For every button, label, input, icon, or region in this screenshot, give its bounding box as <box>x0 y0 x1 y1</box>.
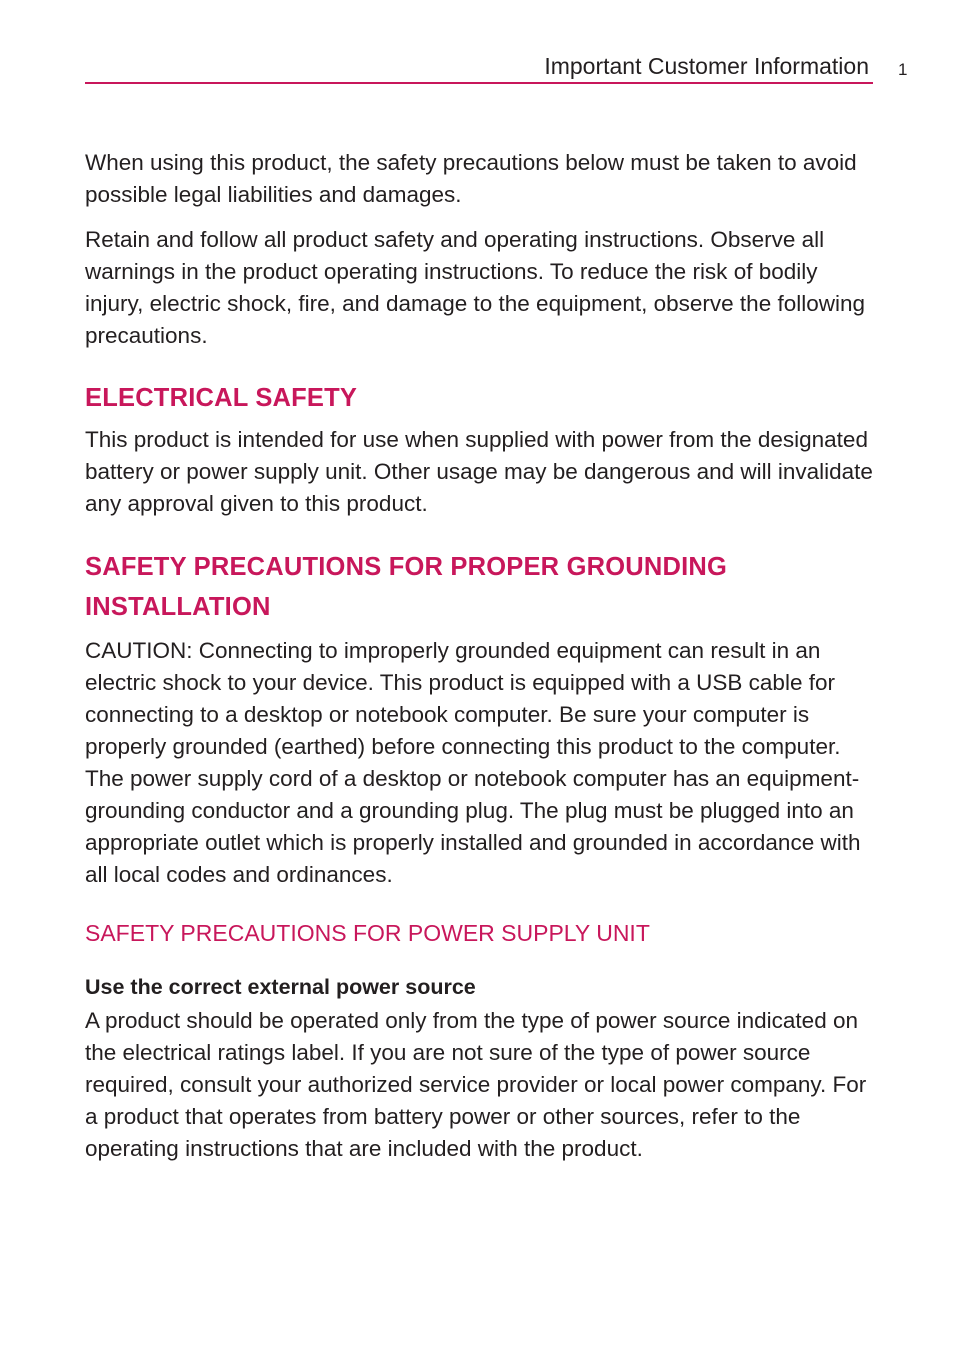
power-supply-heading: SAFETY PRECAUTIONS FOR POWER SUPPLY UNIT <box>85 920 650 946</box>
header-title: Important Customer Information <box>544 53 869 79</box>
page-number: 1 <box>898 60 908 79</box>
grounding-heading: SAFETY PRECAUTIONS FOR PROPER GROUNDING INSTALLATION <box>85 553 728 621</box>
power-supply-subheading: Use the correct external power source <box>85 975 476 999</box>
intro-paragraph-2: Retain and follow all product safety and operating instructions. Observe all warnings in the product operating instructions. To reduce the risk of bodily injury, electric shock, fire, and damage to the equipment, observe the following precautions. <box>85 227 866 348</box>
power-supply-body: A product should be operated only from the type of power source indicated on the electrical ratings label. If you are not sure of the type of power source required, consult your authorized service provider or local power company. For a product that operates from battery power or other sources, refer to the operating instructions that are included with the product. <box>85 1008 867 1161</box>
page-header <box>85 48 873 84</box>
intro-paragraph-1: When using this product, the safety precautions below must be taken to avoid possible legal liabilities and damages. <box>85 150 857 207</box>
electrical-safety-heading: ELECTRICAL SAFETY <box>85 384 358 412</box>
electrical-safety-body: This product is intended for use when supplied with power from the designated battery or power supply unit. Other usage may be dangerous and will invalidate any approval given to this product. <box>85 427 873 516</box>
page-content <box>85 147 875 1165</box>
grounding-body: CAUTION: Connecting to improperly grounded equipment can result in an electric shock to your device. This product is equipped with a USB cable for connecting to a desktop or notebook computer. Be sure your computer is properly grounded (earthed) before connecting this product to the computer. The power supply cord of a desktop or notebook computer has an equipment-grounding conductor and a grounding plug. The plug must be plugged into an appropriate outlet which is properly installed and grounded in accordance with all local codes and ordinances. <box>85 638 861 887</box>
